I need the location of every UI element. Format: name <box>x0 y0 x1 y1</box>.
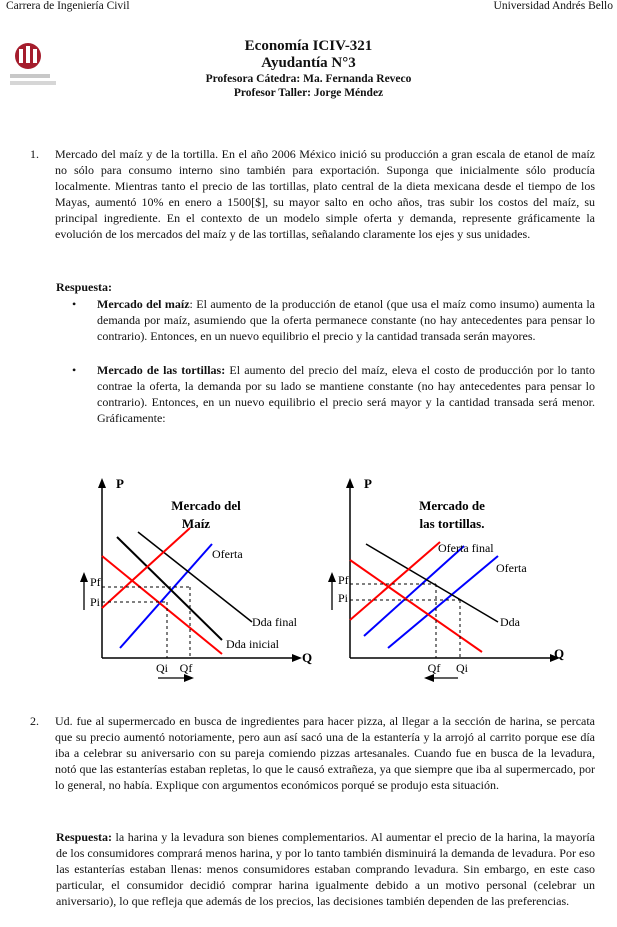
supply-initial-curve <box>388 556 498 648</box>
demand-label: Dda <box>500 615 520 629</box>
x-axis-label: Q <box>302 650 313 665</box>
question-number: 1. <box>30 147 39 161</box>
bullet-dot: • <box>72 297 77 311</box>
answer-label: Respuesta: <box>56 830 112 844</box>
demand-initial-curve <box>117 537 222 640</box>
chart-tortilla-market <box>318 472 580 692</box>
question-1 <box>30 146 595 242</box>
bullet-corn-market <box>72 296 595 344</box>
quantity-arrow-head <box>184 674 194 682</box>
chart-title-line2: las tortillas. <box>419 516 485 531</box>
price-arrow-head <box>328 572 336 582</box>
title-block <box>0 38 617 100</box>
chart-title-line2: Maíz <box>181 516 211 531</box>
question-number: 2. <box>30 714 39 728</box>
course-title: Economía ICIV-321 <box>244 38 373 54</box>
supply-label: Oferta <box>212 547 243 561</box>
chart-title-line1: Mercado del <box>171 498 241 513</box>
bullet-text: El aumento del precio del maíz, eleva el costo de producción por lo tanto contrae la oferta, la demanda por su lado se mantiene constante (no hay antecedentes para pensar lo contrario). Entonces, en un nuevo equilibrio el precio será mayor y la cantidad transada será menor. Gráficamente: <box>97 363 595 425</box>
quantity-initial-label: Qi <box>456 661 468 675</box>
y-axis-arrow <box>346 478 354 488</box>
answer-2 <box>56 829 595 909</box>
question-text: Mercado del maíz y de la tortilla. En el año 2006 México inició su producción a gran escala de etanol de maíz no sólo para consumo interno sino también para exportación. Suponga que inicialmente sólo producía localmente. Mientras tanto el precio de las tortillas, plato central de la dieta mexicana desde el tiempo de los Mayas, aumentó 10% en enero a 1500[$], su mayor salto en ocho años, tras subir los costos del maíz, su principal ingrediente. En el contexto de un modelo simple oferta y demanda, represente gráficamente la evolución de los mercados del maíz y de las tortillas, señalando claramente los ejes y sus unidades. <box>55 147 595 241</box>
bullet-dot: • <box>72 363 77 377</box>
chart-corn-market <box>72 472 324 692</box>
quantity-arrow-head <box>424 674 434 682</box>
quantity-final-label: Qf <box>179 661 193 675</box>
bullet-text: : El aumento de la producción de etanol (que usa el maíz como insumo) aumenta la demanda por maíz, asumiendo que la oferta permanece constante (no hay antecedentes para pensar lo contrario). Entonces, en un nuevo equilibrio el precio y la cantidad transada serán mayores. <box>97 297 595 343</box>
x-axis-label: Q <box>554 646 565 661</box>
supply-final-curve <box>364 546 464 636</box>
price-initial-label: Pi <box>338 591 349 605</box>
professor-workshop: Profesor Taller: Jorge Méndez <box>233 87 384 99</box>
quantity-final-label: Qf <box>427 661 441 675</box>
x-axis-arrow <box>292 654 302 662</box>
supply-initial-label: Oferta <box>496 561 527 575</box>
bullet-heading: Mercado del maíz <box>97 297 190 311</box>
quantity-initial-label: Qi <box>156 661 168 675</box>
price-final-label: Pf <box>90 575 101 589</box>
professor-lecture: Profesora Cátedra: Ma. Fernanda Reveco <box>205 73 412 85</box>
supply-final-label: Oferta final <box>438 541 494 555</box>
answer-label: Respuesta: <box>56 280 112 294</box>
y-axis-label: P <box>364 476 372 491</box>
price-arrow-head <box>80 572 88 582</box>
y-axis-label: P <box>116 476 124 491</box>
y-axis-arrow <box>98 478 106 488</box>
header-university: Universidad Andrés Bello <box>493 0 613 12</box>
shift-line <box>102 556 222 654</box>
question-text: Ud. fue al supermercado en busca de ingredientes para hacer pizza, al llegar a la sección de harina, se percata que su precio aumentó notoriamente, pero aun así sacó una de la estantería y la arrojó al carrito porque ese día iba a celebrar su aniversario con su pareja comiendo pizzas artesanales. Cuando fue en busca de la levadura, notó que las estanterías estaban repletas, lo que le causó extrañeza, ya que siempre que iba al supermercado, por lo general, no había. Explique con argumentos económicos porqué se produjo esta situación. <box>55 714 595 792</box>
header-career: Carrera de Ingeniería Civil <box>6 0 130 12</box>
bullet-heading: Mercado de las tortillas: <box>97 363 226 377</box>
demand-initial-label: Dda inicial <box>226 637 279 651</box>
price-initial-label: Pi <box>90 595 101 609</box>
assignment-title: Ayudantía N°3 <box>261 55 356 71</box>
bullet-tortilla-market <box>72 362 595 426</box>
demand-final-label: Dda final <box>252 615 297 629</box>
answer-text: la harina y la levadura son bienes complementarios. Al aumentar el precio de la harina, la mayoría de los consumidores comprará menos harina, y por lo tanto también disminuirá la demanda de levadura. Por eso las estanterías estaban llenas: menos consumidores estaban comprando levadura. Sin embargo, en este caso particular, el consumidor decidió comprar harina igualmente debido a un motivo personal (celebrar un aniversario), lo que refleja que además de los precios, las decisiones también dependen de las preferencias. <box>56 830 595 908</box>
question-2 <box>30 713 595 793</box>
price-final-label: Pf <box>338 573 349 587</box>
chart-title-line1: Mercado de <box>419 498 485 513</box>
supply-curve <box>120 544 212 648</box>
